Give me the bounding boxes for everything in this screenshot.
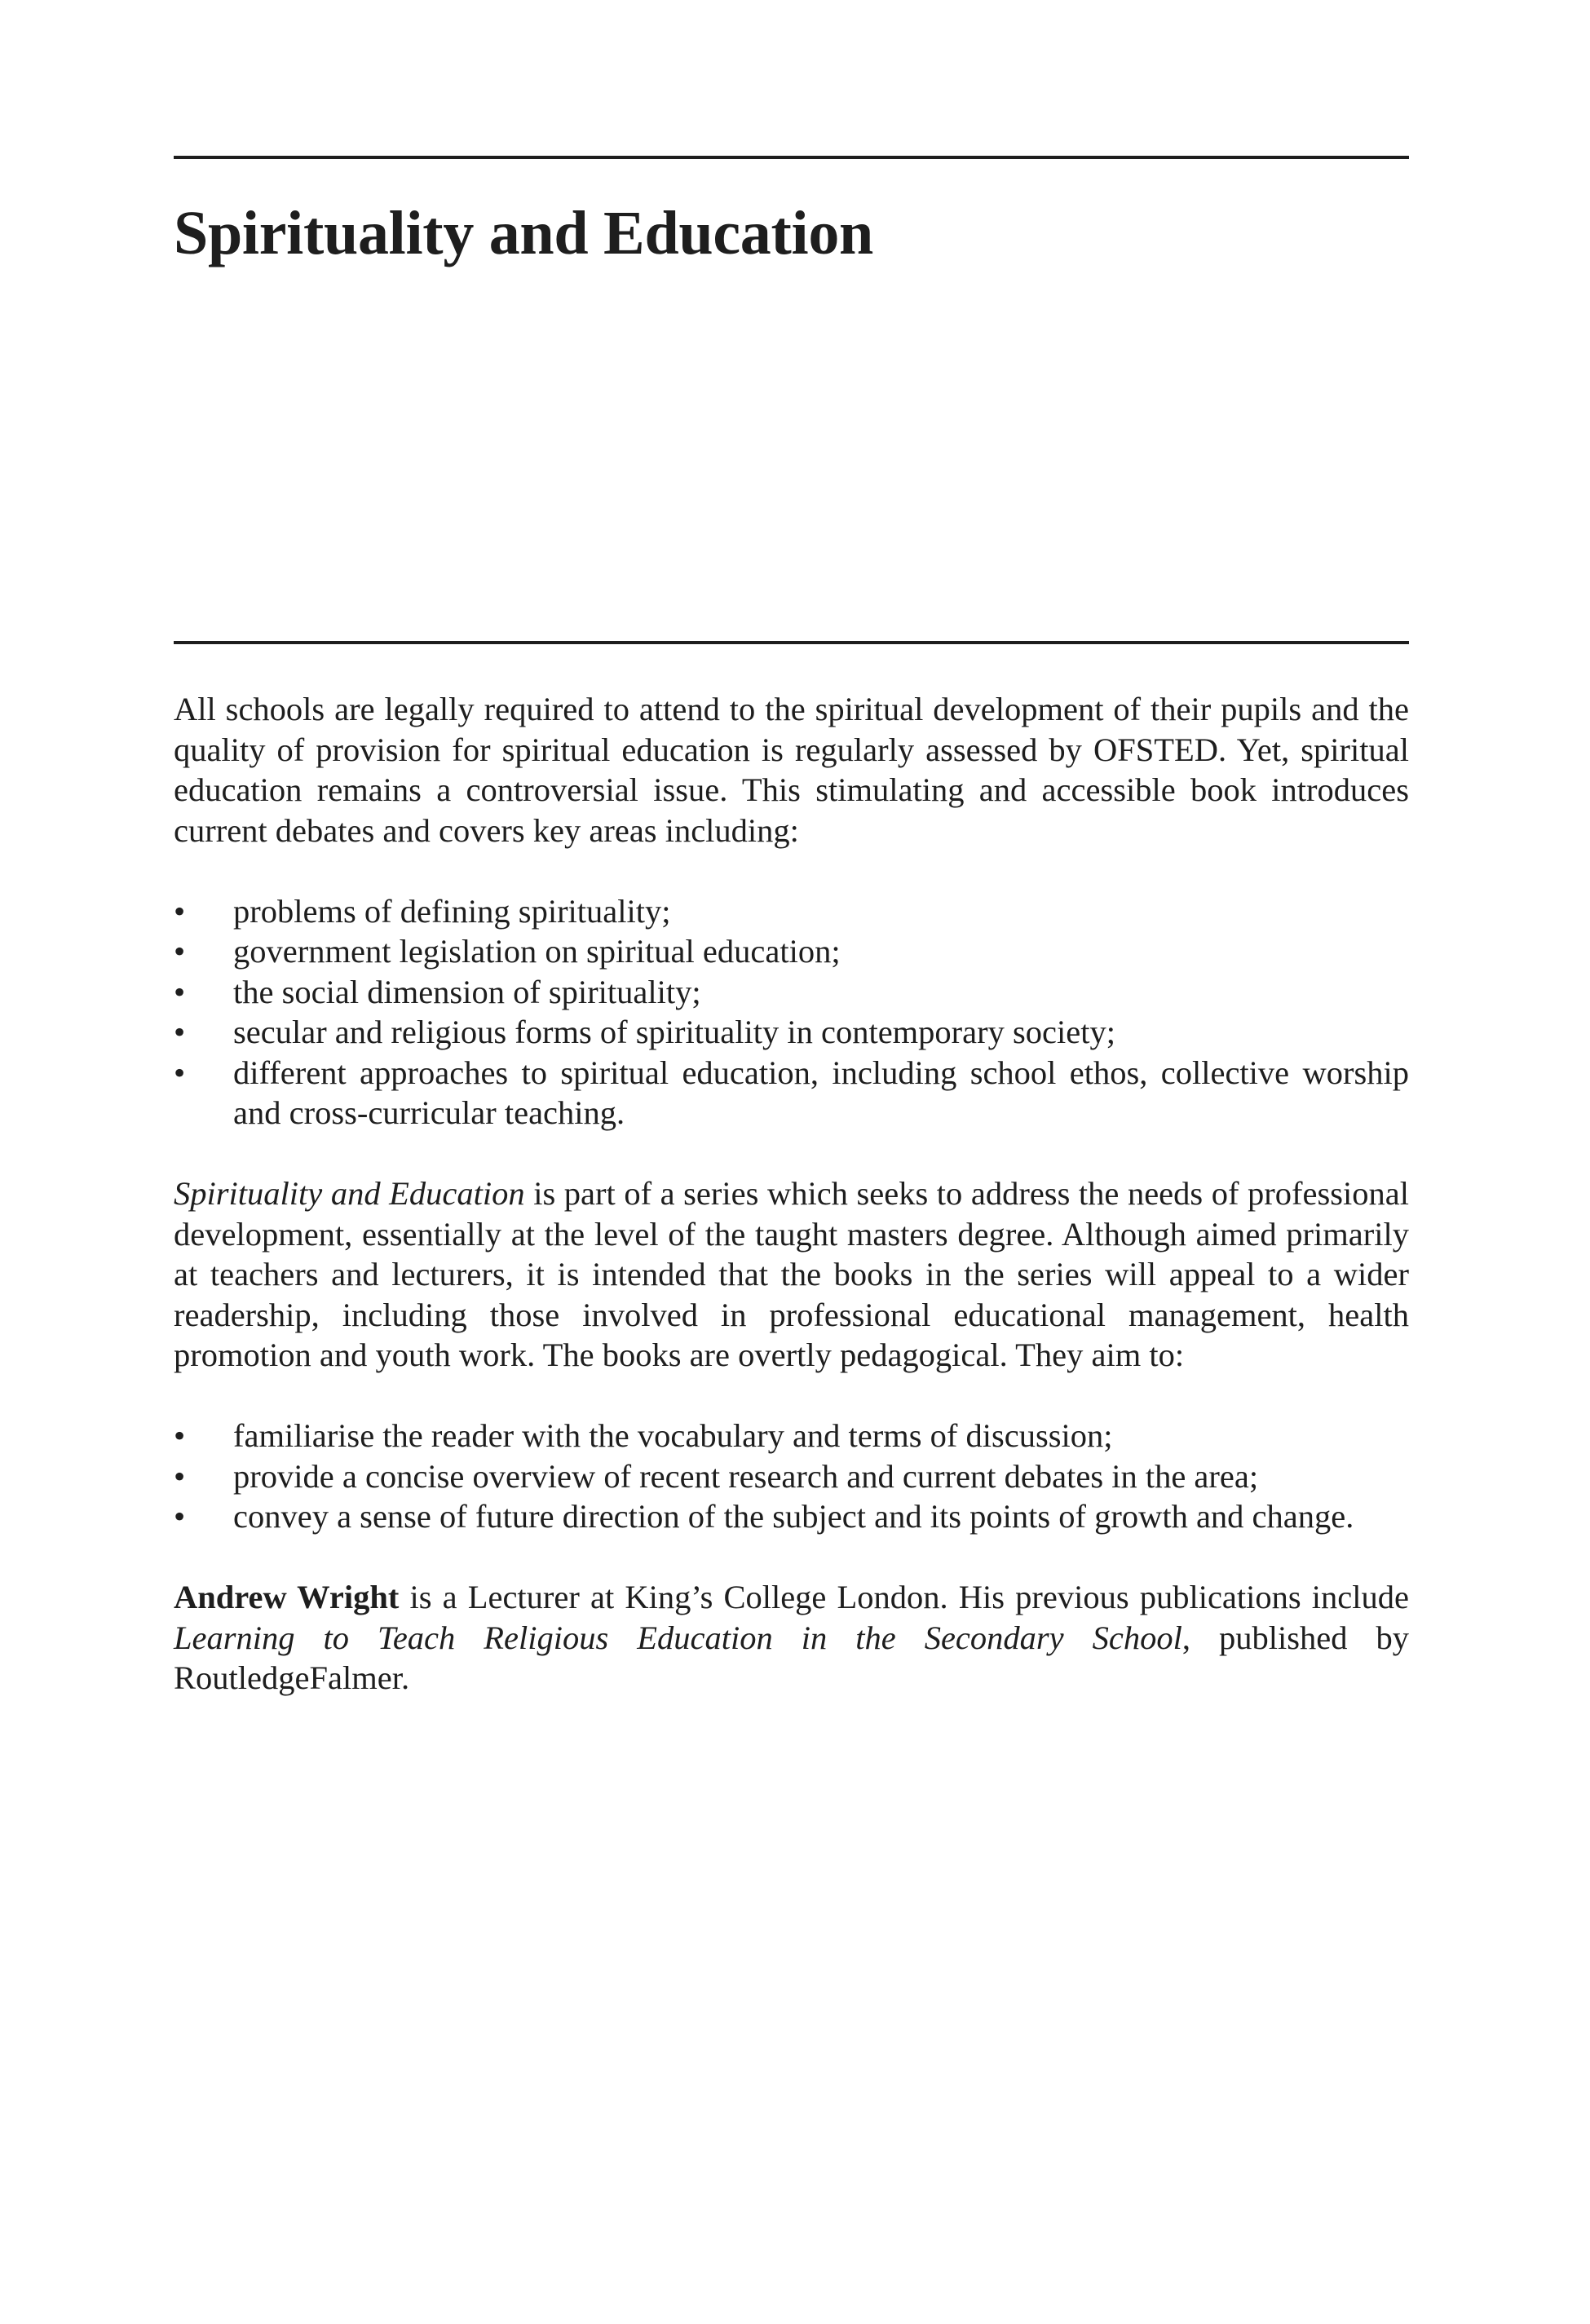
author-book-title: Learning to Teach Religious Education in the Secondary School bbox=[174, 1619, 1182, 1656]
list-item bbox=[174, 1496, 1409, 1537]
book-blurb bbox=[174, 689, 1409, 1739]
list-item-text: familiarise the reader with the vocabulary and terms of discussion; bbox=[233, 1417, 1113, 1454]
list-item bbox=[174, 1456, 1409, 1497]
title-block-rule bbox=[174, 641, 1409, 644]
series-paragraph bbox=[174, 1173, 1409, 1376]
series-text: is part of a series which seeks to address the needs of professional development, essentially at the level of the taught masters degree. Although aimed primarily at teachers and lecturers, it is intended that the books in the series will appeal to a wider readership, including those involved in professional educational management, health promotion and youth work. The books are overtly pedagogical. They aim to: bbox=[174, 1175, 1409, 1373]
bullet-icon: • bbox=[174, 1457, 186, 1495]
list-item bbox=[174, 891, 1409, 932]
list-item-text: government legislation on spiritual education; bbox=[233, 933, 841, 970]
list-item bbox=[174, 931, 1409, 972]
list-item bbox=[174, 1053, 1409, 1133]
topics-list bbox=[174, 891, 1409, 1133]
bullet-icon: • bbox=[174, 933, 186, 970]
list-item bbox=[174, 1416, 1409, 1456]
series-title: Spirituality and Education bbox=[174, 1175, 525, 1212]
list-item-text: secular and religious forms of spirituality in contemporary society; bbox=[233, 1014, 1115, 1050]
aims-list bbox=[174, 1416, 1409, 1537]
author-paragraph bbox=[174, 1577, 1409, 1699]
list-item-text: provide a concise overview of recent research and current debates in the area; bbox=[233, 1457, 1259, 1495]
bullet-icon: • bbox=[174, 1014, 186, 1050]
list-item bbox=[174, 972, 1409, 1013]
bullet-icon: • bbox=[174, 892, 186, 930]
bullet-icon: • bbox=[174, 1054, 186, 1091]
bullet-icon: • bbox=[174, 1498, 186, 1535]
list-item-text: different approaches to spiritual education, including school ethos, collective worship and cross-curricular teaching. bbox=[233, 1054, 1409, 1131]
list-item-text: convey a sense of future direction of the subject and its points of growth and change. bbox=[233, 1498, 1354, 1535]
bullet-icon: • bbox=[174, 1417, 186, 1454]
list-item bbox=[174, 1012, 1409, 1053]
bullet-icon: • bbox=[174, 973, 186, 1010]
author-text: is a Lecturer at King’s College London. His previous publications include bbox=[399, 1579, 1409, 1615]
intro-paragraph: All schools are legally required to attend to the spiritual development of their pupils and the quality of provision for spiritual education is regularly assessed by OFSTED. Yet, spiritual education remains a controversial issue. This stimulating and accessible book introduces current debates and covers key areas including: bbox=[174, 691, 1409, 849]
author-name: Andrew Wright bbox=[174, 1579, 400, 1615]
list-item-text: the social dimension of spirituality; bbox=[233, 973, 701, 1010]
top-rule bbox=[174, 156, 1409, 159]
page-title: Spirituality and Education bbox=[174, 199, 873, 267]
author-publisher-text: , published by RoutledgeFalmer. bbox=[174, 1619, 1409, 1696]
list-item-text: problems of defining spirituality; bbox=[233, 892, 671, 930]
